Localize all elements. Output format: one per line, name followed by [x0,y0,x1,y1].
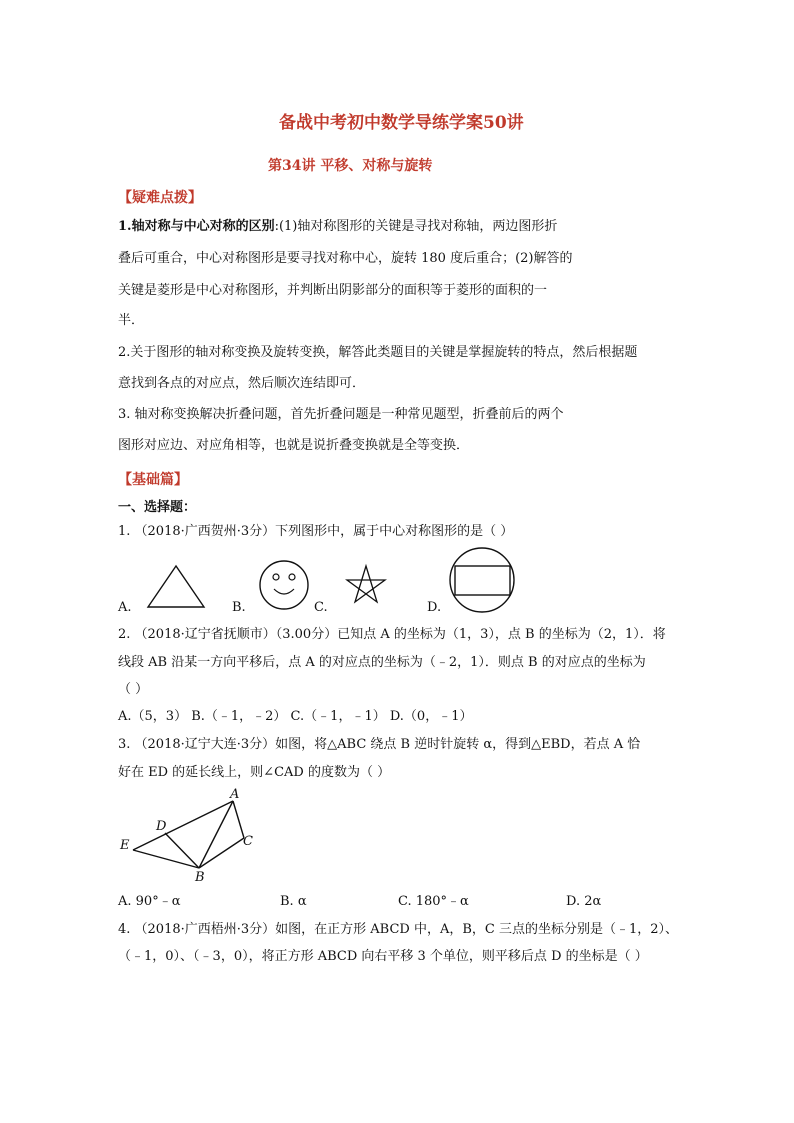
tip-1-line-3: 关键是菱形是中心对称图形，并判断出阴影部分的面积等于菱形的面积的一 [118,283,548,298]
q1-option-b: B. [232,600,246,615]
tip-2-line-1: 2.关于图形的轴对称变换及旋转变换，解答此类题目的关键是掌握旋转的特点，然后根据题 [118,345,638,360]
q1-option-c: C. [314,600,328,615]
q1-option-d: D. [427,600,442,615]
label-d: D [156,819,167,834]
label-c: C [243,834,253,849]
q3-option-d: D. 2α [566,894,602,909]
question-2-line-2: 线段 AB 沿某一方向平移后，点 A 的对应点的坐标为（﹣2，1）．则点 B 的对应点的坐标为 [118,655,646,670]
tip-1-text: :(1)轴对称图形的关键是寻找对称轴，两边图形折 [274,219,558,234]
section-heading-basic: 【基础篇】 [118,472,188,488]
q1-option-a: A. [118,600,132,615]
question-2-options: A.（5，3） B.（﹣1，﹣2） C.（﹣1，﹣1） D.（0，﹣1） [118,709,473,724]
tip-3-line-1: 3. 轴对称变换解决折叠问题，首先折叠问题是一种常见题型，折叠前后的两个 [118,407,564,422]
lecture-title: 第34讲 平移、对称与旋转 [268,158,433,174]
question-4-line-2: （﹣1，0）、（﹣3，0），将正方形 ABCD 向右平移 3 个单位，则平移后点 D 的坐标是（ ） [118,949,648,964]
q3-option-c: C. 180°﹣α [398,894,469,909]
question-2-line-3: （ ） [118,682,149,697]
tip-1-bold: 1.轴对称与中心对称的区别 [118,219,275,234]
section-heading-tips: 【疑难点拨】 [118,190,202,206]
tip-3-line-2: 图形对应边、对应角相等，也就是说折叠变换就是全等变换． [118,438,470,453]
question-4-line-1: 4. （2018·广西梧州·3分）如图，在正方形 ABCD 中，A，B，C 三点的坐标分别是（﹣1，2）、 [118,922,679,937]
q3-option-b: B. α [280,894,307,909]
document-title: 备战中考初中数学导练学案50讲 [279,113,524,133]
question-2-line-1: 2. （2018·辽宁省抚顺市）（3.00分）已知点 A 的坐标为（1，3），点 B 的坐标为（2，1）．将 [118,627,666,642]
tip-1-line-2: 叠后可重合，中心对称图形是要寻找对称中心，旋转 180 度后重合；(2)解答的 [118,251,573,266]
tip-1-line-4: 半． [118,313,145,328]
part-heading: 一、选择题： [118,500,197,515]
label-a: A [230,787,240,802]
question-3-line-1: 3. （2018·辽宁大连·3分）如图，将△ABC 绕点 B 逆时针旋转 α，得到△EBD，若点 A 恰 [118,737,641,752]
diagram-lines [133,801,244,868]
question-1-text: 1. （2018·广西贺州·3分）下列图形中，属于中心对称图形的是（ ） [118,524,514,539]
tip-2-line-2: 意找到各点的对应点，然后顺次连结即可． [118,376,366,391]
label-b: B [195,870,205,885]
question-3-line-2: 好在 ED 的延长线上，则∠CAD 的度数为（ ） [118,765,391,780]
q3-option-a: A. 90°﹣α [118,894,181,909]
label-e: E [120,838,130,853]
